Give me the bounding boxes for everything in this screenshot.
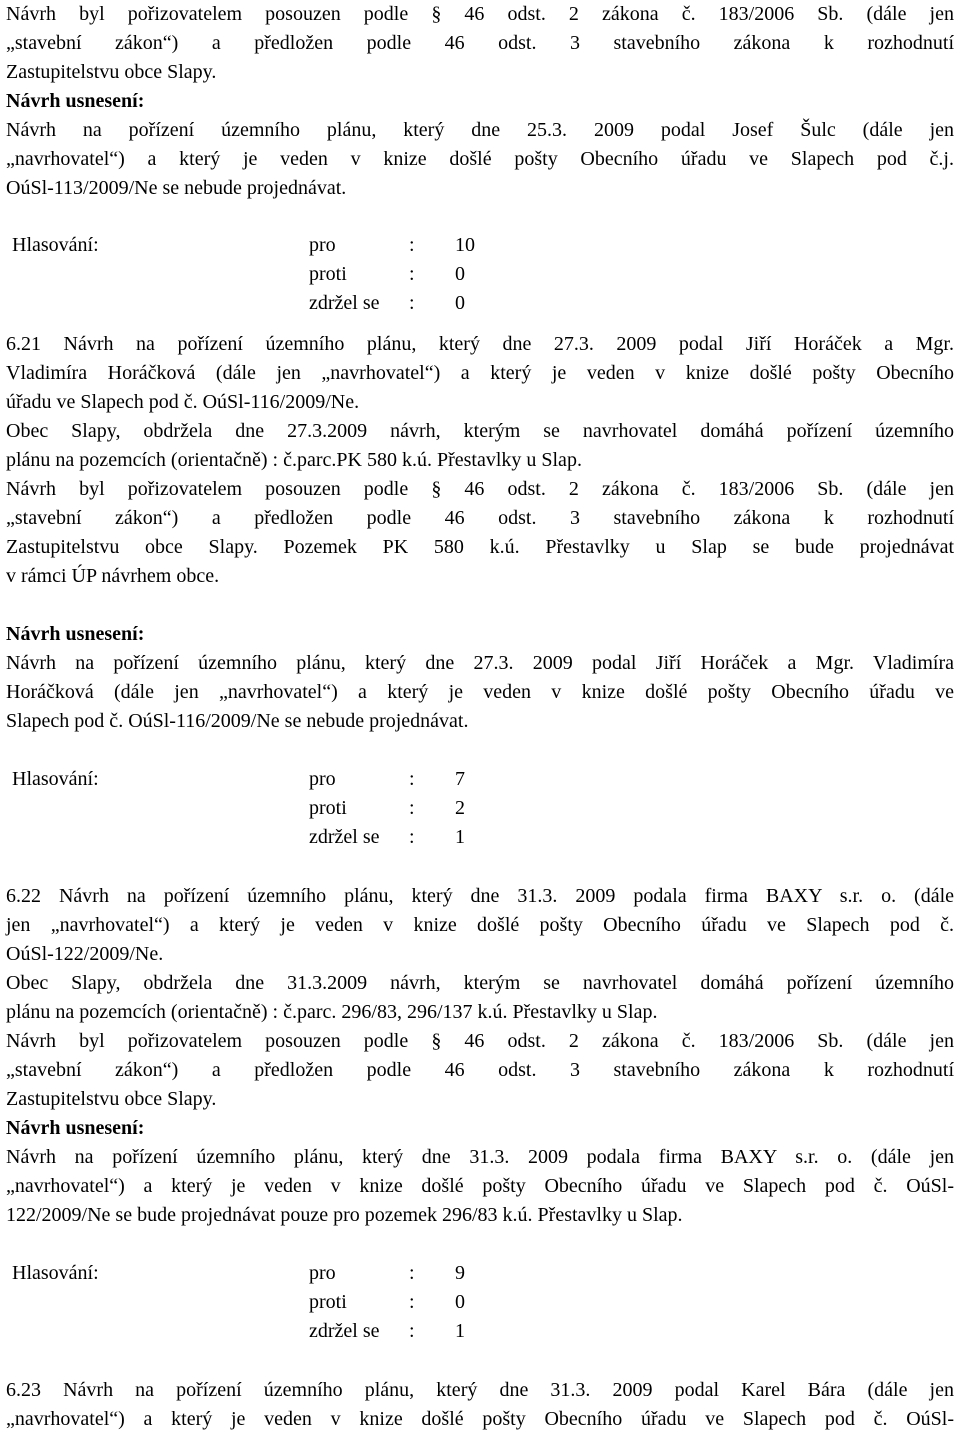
vote-colon: : (409, 263, 415, 285)
vote-option: zdržel se (309, 292, 380, 314)
vote-count: 0 (455, 1291, 465, 1313)
vote-colon: : (409, 234, 415, 256)
vote-count: 9 (455, 1262, 465, 1284)
vote-colon: : (409, 797, 415, 819)
vote-colon: : (409, 292, 415, 314)
vote-colon: : (409, 826, 415, 848)
vote-option: zdržel se (309, 1320, 380, 1342)
vote-count: 0 (455, 292, 465, 314)
vote-row (6, 1259, 954, 1288)
vote-colon: : (409, 1291, 415, 1313)
vote-colon: : (409, 1320, 415, 1342)
text-line: Návrh na pořízení územního plánu, který dne 27.3. 2009 podal Jiří Horáček a Mgr. Vladimíra (6, 652, 954, 674)
vote-count: 10 (455, 234, 475, 256)
text-line: 6.23 Návrh na pořízení územního plánu, který dne 31.3. 2009 podal Karel Bára (dále jen (6, 1379, 954, 1401)
vote-row (6, 1317, 954, 1346)
section-heading: Návrh usnesení: (6, 90, 145, 112)
text-line: OúSl-122/2009/Ne. (6, 943, 164, 965)
section-heading: Návrh usnesení: (6, 1117, 145, 1139)
text-line: OúSl-113/2009/Ne se nebude projednávat. (6, 177, 347, 199)
text-line: „stavební zákon“) a předložen podle 46 odst. 3 stavebního zákona k rozhodnutí (6, 1059, 954, 1081)
text-line: plánu na pozemcích (orientačně) : č.parc. 296/83, 296/137 k.ú. Přestavlky u Slap. (6, 1001, 658, 1023)
vote-row (6, 765, 954, 794)
text-line: „navrhovatel“) a který je veden v knize došlé pošty Obecního úřadu ve Slapech pod č. OúSl- (6, 1175, 954, 1197)
text-line: Zastupitelstvu obce Slapy. (6, 1088, 217, 1110)
vote-label: Hlasování: (12, 234, 99, 256)
vote-count: 1 (455, 826, 465, 848)
text-line: 6.21 Návrh na pořízení územního plánu, který dne 27.3. 2009 podal Jiří Horáček a Mgr. (6, 333, 954, 355)
vote-colon: : (409, 1262, 415, 1284)
vote-label: Hlasování: (12, 768, 99, 790)
vote-row (6, 823, 954, 852)
text-line: jen „navrhovatel“) a který je veden v knize došlé pošty Obecního úřadu ve Slapech pod č. (6, 914, 954, 936)
text-line: Návrh byl pořizovatelem posouzen podle § 46 odst. 2 zákona č. 183/2006 Sb. (dále jen (6, 3, 954, 25)
text-line: Zastupitelstvu obce Slapy. (6, 61, 217, 83)
vote-row (6, 1288, 954, 1317)
vote-option: proti (309, 797, 347, 819)
text-line: „navrhovatel“) a který je veden v knize došlé pošty Obecního úřadu ve Slapech pod č. OúSl- (6, 1408, 954, 1430)
text-line: „navrhovatel“) a který je veden v knize došlé pošty Obecního úřadu ve Slapech pod č.j. (6, 148, 954, 170)
vote-option: proti (309, 1291, 347, 1313)
text-line: Horáčková (dále jen „navrhovatel“) a který je veden v knize došlé pošty Obecního úřadu ve (6, 681, 954, 703)
vote-option: proti (309, 263, 347, 285)
text-line: 122/2009/Ne se bude projednávat pouze pro pozemek 296/83 k.ú. Přestavlky u Slap. (6, 1204, 683, 1226)
section-heading: Návrh usnesení: (6, 623, 145, 645)
text-line: 6.22 Návrh na pořízení územního plánu, který dne 31.3. 2009 podala firma BAXY s.r. o. (dále (6, 885, 954, 907)
vote-colon: : (409, 768, 415, 790)
vote-count: 2 (455, 797, 465, 819)
text-line: plánu na pozemcích (orientačně) : č.parc.PK 580 k.ú. Přestavlky u Slap. (6, 449, 582, 471)
vote-option: zdržel se (309, 826, 380, 848)
text-line: Návrh na pořízení územního plánu, který dne 25.3. 2009 podal Josef Šulc (dále jen (6, 119, 954, 141)
vote-row (6, 260, 954, 289)
vote-option: pro (309, 234, 336, 256)
vote-option: pro (309, 768, 336, 790)
text-line: Zastupitelstvu obce Slapy. Pozemek PK 580 k.ú. Přestavlky u Slap se bude projednávat (6, 536, 954, 558)
vote-row (6, 231, 954, 260)
text-line: Návrh na pořízení územního plánu, který dne 31.3. 2009 podala firma BAXY s.r. o. (dále jen (6, 1146, 954, 1168)
vote-count: 7 (455, 768, 465, 790)
text-line: Návrh byl pořizovatelem posouzen podle § 46 odst. 2 zákona č. 183/2006 Sb. (dále jen (6, 478, 954, 500)
text-line: „stavební zákon“) a předložen podle 46 odst. 3 stavebního zákona k rozhodnutí (6, 32, 954, 54)
text-line: Slapech pod č. OúSl-116/2009/Ne se nebude projednávat. (6, 710, 469, 732)
vote-label: Hlasování: (12, 1262, 99, 1284)
text-line: úřadu ve Slapech pod č. OúSl-116/2009/Ne. (6, 391, 360, 413)
vote-count: 0 (455, 263, 465, 285)
text-line: Obec Slapy, obdržela dne 27.3.2009 návrh, kterým se navrhovatel domáhá pořízení územního (6, 420, 954, 442)
vote-row (6, 289, 954, 318)
text-line: v rámci ÚP návrhem obce. (6, 565, 220, 587)
vote-row (6, 794, 954, 823)
text-line: Návrh byl pořizovatelem posouzen podle § 46 odst. 2 zákona č. 183/2006 Sb. (dále jen (6, 1030, 954, 1052)
vote-count: 1 (455, 1320, 465, 1342)
text-line: „stavební zákon“) a předložen podle 46 odst. 3 stavebního zákona k rozhodnutí (6, 507, 954, 529)
text-line: Obec Slapy, obdržela dne 31.3.2009 návrh, kterým se navrhovatel domáhá pořízení územního (6, 972, 954, 994)
vote-option: pro (309, 1262, 336, 1284)
text-line: Vladimíra Horáčková (dále jen „navrhovatel“) a který je veden v knize došlé pošty Obecního (6, 362, 954, 384)
